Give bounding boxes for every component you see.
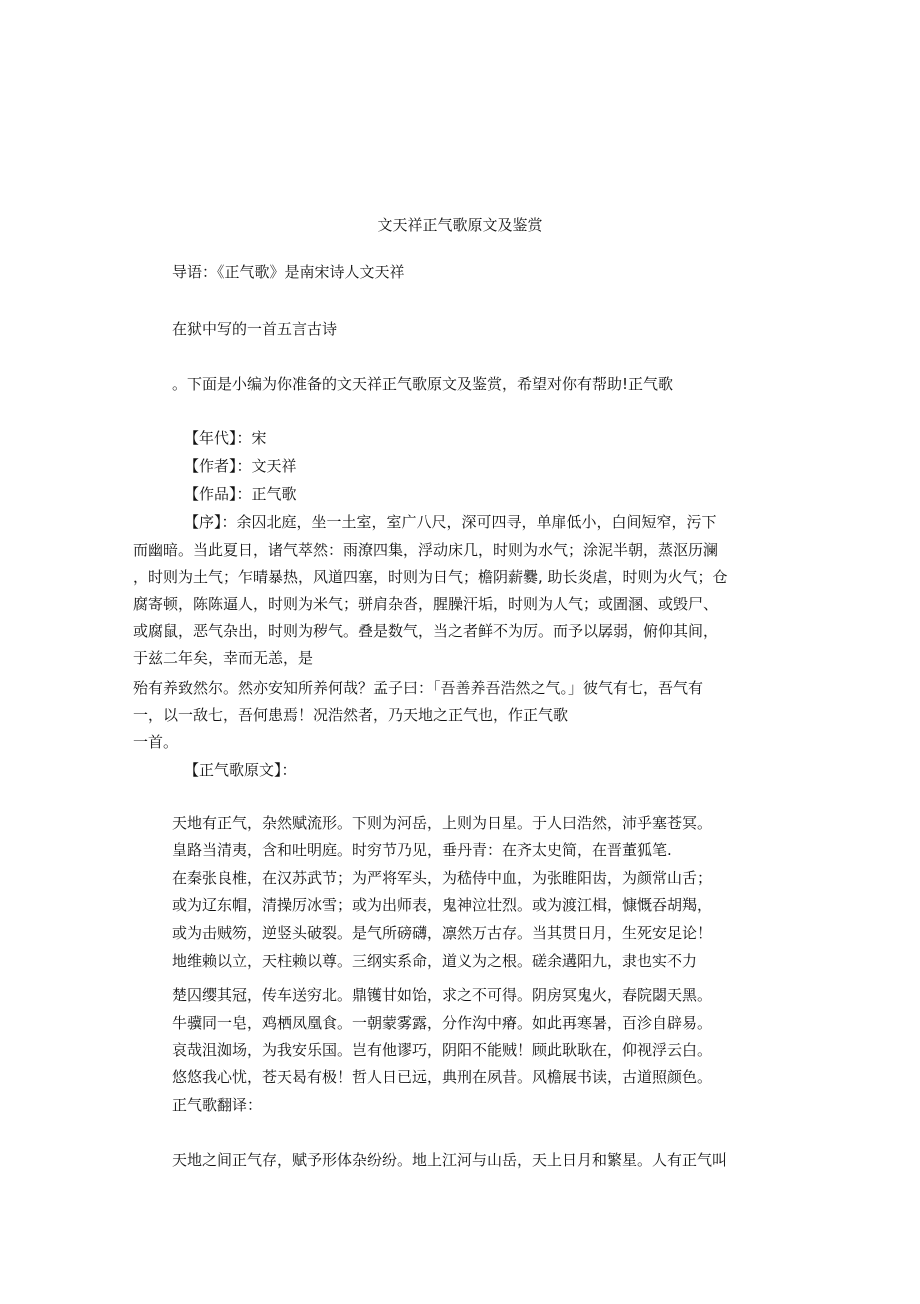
poem-heading: 【正气歌原文】：: [184, 761, 297, 779]
preface-line: 腐寄顿，陈陈逼人，时则为米气；骈肩杂沓，腥臊汗垢，时则为人气；或圊溷、或毁尸、: [133, 595, 719, 613]
poem-line: 皇路当清夷，含和吐明庭。时穷节乃见，垂丹青：在齐太史简，在晋董狐笔.: [172, 841, 672, 859]
preface-line: 殆有养致然尔。然亦安知所养何哉？孟子曰：「吾善养吾浩然之气。」彼气有七，吾气有: [133, 679, 704, 697]
meta-era: 【年代】：宋: [184, 429, 267, 447]
preface-line: 一首。: [133, 733, 179, 751]
intro-line-1: 导语：《正气歌》是南宋诗人文天祥: [172, 263, 405, 281]
translation-line: 天地之间正气存，赋予形体杂纷纷。地上江河与山岳，天上日月和繁星。人有正气叫: [172, 1151, 728, 1169]
meta-author: 【作者】：文天祥: [184, 457, 297, 475]
preface-line: 一，以一敌七，吾何患焉！况浩然者，乃天地之正气也，作正气歌: [133, 706, 569, 724]
preface-line: 于兹二年矣，幸而无恙，是: [133, 649, 314, 667]
poem-line: 楚囚缨其冠，传车送穷北。鼎镬甘如饴，求之不可得。阴房冥鬼火，春院閟天黑。: [172, 986, 713, 1004]
poem-line: 天地有正气，杂然赋流形。下则为河岳，上则为日星。于人曰浩然，沛乎塞苍冥。: [172, 814, 713, 832]
poem-line: 地维赖以立，天柱赖以尊。三纲实系命，道义为之根。磋余遘阳九，隶也实不力: [172, 952, 698, 970]
preface-line: ，时则为土气；乍晴暴热，风道四塞，时则为日气；檐阴薪爨, 助长炎虐，时则为火气；仓: [133, 568, 728, 586]
poem-line: 在秦张良椎，在汉苏武节；为严将军头，为嵇侍中血，为张睢阳齿，为颜常山舌；: [172, 869, 713, 887]
poem-line: 或为击贼笏，逆竖头破裂。是气所磅礴，凛然万古存。当其贯日月，生死安足论！: [172, 924, 713, 942]
poem-line: 悠悠我心忧，苍天曷有极！哲人日已远，典刑在夙昔。风檐展书读，古道照颜色。: [172, 1068, 713, 1086]
poem-line: 牛骥同一皂，鸡栖凤凰食。一朝蒙雾露，分作沟中瘠。如此再寒暑，百沴自辟易。: [172, 1014, 713, 1032]
poem-line: 或为辽东帽，清操厉冰雪；或为出师表，鬼神泣壮烈。或为渡江楫，慷慨吞胡羯，: [172, 896, 713, 914]
preface-line: 【序】：余囚北庭，坐一土室，室广八尺，深可四寻，单扉低小，白间短窄，污下: [184, 513, 717, 531]
translation-heading: 正气歌翻译：: [172, 1096, 263, 1114]
preface-line: 而幽暗。当此夏日，诸气萃然：雨潦四集，浮动床几，时则为水气；涂泥半朝，蒸沤历澜: [133, 541, 719, 559]
intro-line-3: 。下面是小编为你准备的文天祥正气歌原文及鉴赏，希望对你有帮助!正气歌: [172, 375, 674, 393]
intro-line-2: 在狱中写的一首五言古诗: [172, 320, 338, 338]
meta-work: 【作品】：正气歌: [184, 485, 297, 503]
preface-line: 或腐鼠，恶气杂出，时则为秽气。叠是数气，当之者鲜不为厉。而予以孱弱，俯仰其间，: [133, 622, 719, 640]
document-title: 文天祥正气歌原文及鉴赏: [377, 216, 543, 234]
poem-line: 哀哉沮洳场，为我安乐国。岂有他谬巧，阴阳不能贼！顾此耿耿在，仰视浮云白。: [172, 1041, 713, 1059]
